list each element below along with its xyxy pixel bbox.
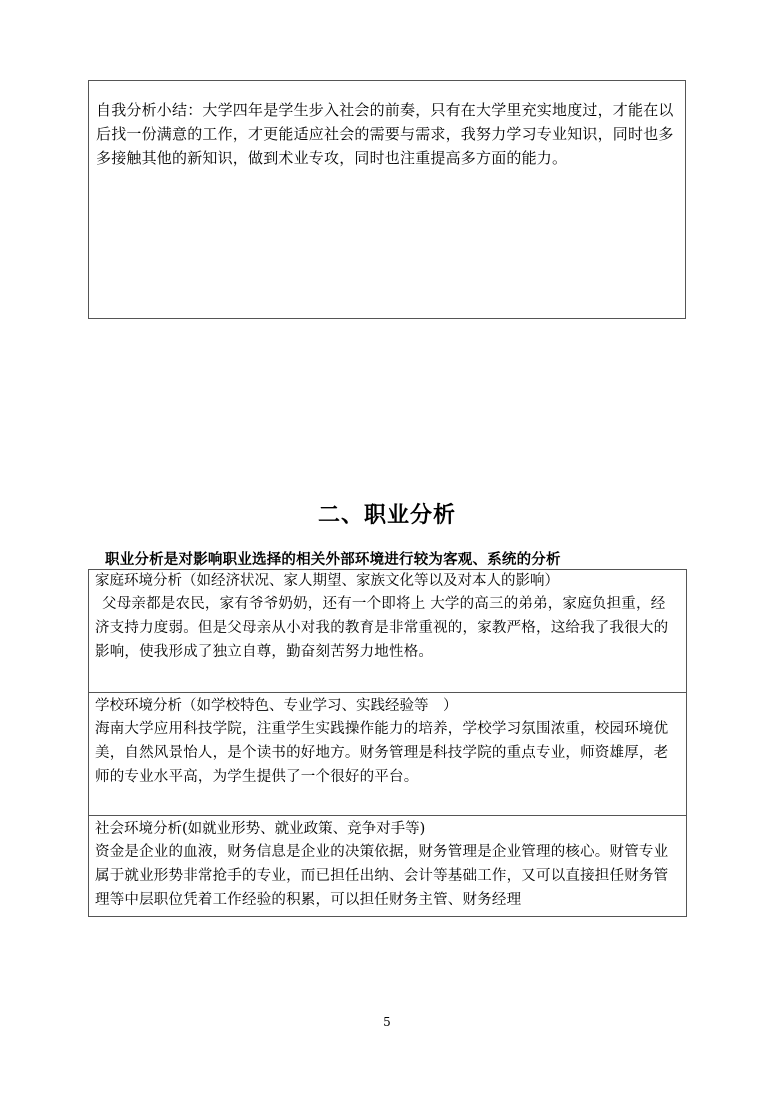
section-intro: 职业分析是对影响职业选择的相关外部环境进行较为客观、系统的分析	[105, 551, 561, 568]
school-environment-cell	[89, 692, 686, 815]
society-environment-cell	[89, 815, 686, 917]
family-environment-heading: 家庭环境分析（如经济状况、家人期望、家族文化等以及对本人的影响）	[95, 573, 559, 589]
school-environment-heading: 学校环境分析（如学校特色、专业学习、实践经验等 ）	[95, 698, 458, 714]
section-title: 二、职业分析	[317, 503, 456, 528]
environment-analysis-table	[88, 569, 687, 917]
society-environment-body: 资金是企业的血液，财务信息是企业的决策依据，财务管理是企业管理的核心。财管专业属于就业形势非常抢手的专业，而已担任出纳、会计等基础工作，又可以直接担任财务管理等中层职位凭着工作经验的积累，可以担任财务主管、财务经理	[95, 844, 669, 908]
page-number: 5	[383, 1015, 391, 1029]
family-environment-cell	[89, 570, 686, 692]
self-analysis-summary-text: 自我分析小结：大学四年是学生步入社会的前奏，只有在大学里充实地度过，才能在以后找一份满意的工作，才更能适应社会的需要与需求，我努力学习专业知识，同时也多多接触其他的新知识，做到术业专攻，同时也注重提高多方面的能力。	[96, 101, 674, 167]
school-environment-body: 海南大学应用科技学院，注重学生实践操作能力的培养，学校学习氛围浓重，校园环境优美，自然风景怡人，是个读书的好地方。财务管理是科技学院的重点专业，师资雄厚，老师的专业水平高，为学生提供了一个很好的平台。	[95, 721, 669, 785]
family-environment-body: 父母亲都是农民，家有爷爷奶奶，还有一个即将上 大学的高三的弟弟，家庭负担重，经济支持力度弱。但是父母亲从小对我的教育是非常重视的，家教严格，这给我了我很大的影响，使我形成了独立自尊，勤奋刻苦努力地性格。	[95, 596, 669, 660]
self-analysis-summary-box	[88, 80, 686, 319]
society-environment-heading: 社会环境分析(如就业形势、就业政策、竞争对手等)	[95, 821, 426, 837]
